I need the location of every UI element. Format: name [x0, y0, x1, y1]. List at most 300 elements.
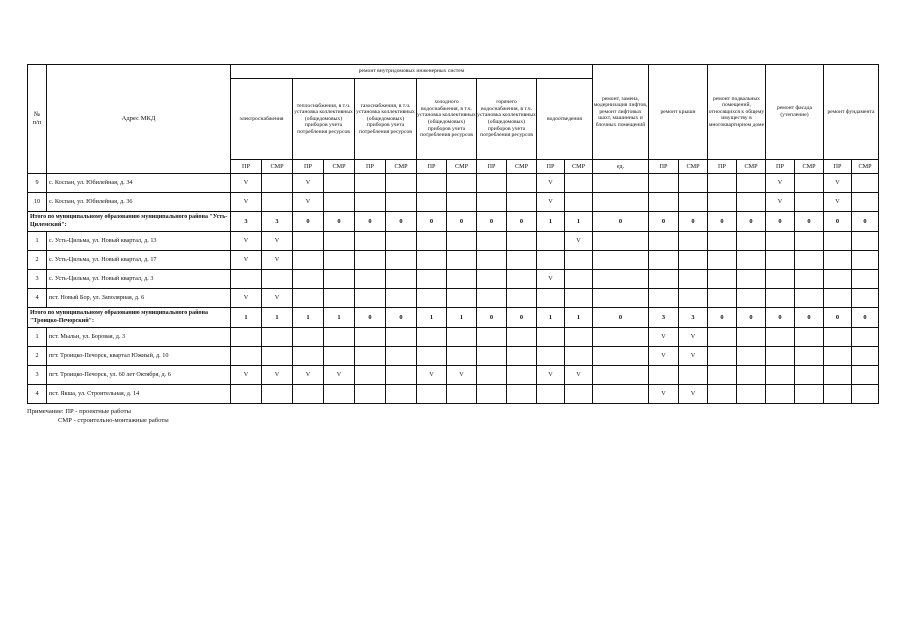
mark-cell: V: [766, 193, 795, 212]
mark-cell: V: [262, 232, 293, 251]
total-cell: 0: [649, 212, 679, 232]
mark-cell: [565, 385, 593, 404]
mark-cell: V: [679, 385, 708, 404]
mark-cell: V: [231, 174, 262, 193]
total-cell: 1: [417, 308, 447, 328]
mark-cell: [679, 174, 708, 193]
mark-cell: [737, 385, 766, 404]
total-cell: 3: [262, 212, 293, 232]
total-cell: 3: [679, 308, 708, 328]
mark-cell: [824, 328, 852, 347]
mark-cell: [852, 328, 879, 347]
mark-cell: V: [262, 366, 293, 385]
mark-cell: V: [262, 251, 293, 270]
total-cell: 1: [537, 308, 565, 328]
total-cell: 0: [386, 212, 417, 232]
mark-cell: [737, 347, 766, 366]
mark-cell: [417, 232, 447, 251]
row-address: пст. Якша, ул. Строительная, д. 14: [47, 385, 231, 404]
mark-cell: [795, 193, 824, 212]
total-cell: 0: [507, 308, 537, 328]
mark-cell: [477, 347, 507, 366]
mark-cell: [386, 366, 417, 385]
subheader-pr-10: ПР: [537, 160, 565, 174]
mark-cell: [795, 270, 824, 289]
mark-cell: [231, 328, 262, 347]
mark-cell: [417, 193, 447, 212]
total-cell: 0: [417, 212, 447, 232]
mark-cell: [766, 385, 795, 404]
mark-cell: V: [824, 193, 852, 212]
row-num: 9: [28, 174, 47, 193]
table-row: [28, 366, 879, 385]
mark-cell: V: [537, 270, 565, 289]
total-cell: 0: [766, 308, 795, 328]
mark-cell: [537, 347, 565, 366]
total-cell: 1: [565, 212, 593, 232]
mark-cell: [324, 232, 355, 251]
total-cell: 1: [565, 308, 593, 328]
mark-cell: [679, 366, 708, 385]
mark-cell: V: [537, 174, 565, 193]
mark-cell: [507, 366, 537, 385]
mark-cell: [565, 347, 593, 366]
total-cell: 3: [231, 212, 262, 232]
mark-cell: [447, 270, 477, 289]
mark-cell: [324, 270, 355, 289]
mark-cell: [386, 193, 417, 212]
mark-cell: [708, 328, 737, 347]
mark-cell: V: [649, 328, 679, 347]
mark-cell: [477, 289, 507, 308]
mark-cell: [649, 251, 679, 270]
mark-cell: [477, 251, 507, 270]
row-num: 4: [28, 289, 47, 308]
mark-cell: [262, 328, 293, 347]
total-cell: 0: [737, 308, 766, 328]
mark-cell: V: [231, 193, 262, 212]
mark-cell: [795, 174, 824, 193]
total-cell: 0: [293, 212, 324, 232]
mark-cell: [293, 328, 324, 347]
mark-cell: [324, 385, 355, 404]
mark-cell: [593, 347, 649, 366]
mark-cell: V: [649, 347, 679, 366]
mark-cell: [766, 366, 795, 385]
mark-cell: [679, 289, 708, 308]
mark-cell: V: [679, 328, 708, 347]
mark-cell: [355, 328, 386, 347]
table-row: [28, 270, 879, 289]
mark-cell: [507, 232, 537, 251]
mark-cell: [293, 289, 324, 308]
subheader-smr-20: СМР: [852, 160, 879, 174]
table-row: [28, 289, 879, 308]
mark-cell: V: [231, 251, 262, 270]
total-cell: 0: [795, 308, 824, 328]
mark-cell: [766, 251, 795, 270]
mark-cell: [355, 193, 386, 212]
mark-cell: [852, 347, 879, 366]
mark-cell: [593, 328, 649, 347]
mark-cell: [852, 232, 879, 251]
table-row: [28, 174, 879, 193]
subheader-smr-1: СМР: [262, 160, 293, 174]
mark-cell: V: [824, 174, 852, 193]
mark-cell: [293, 232, 324, 251]
mark-cell: [262, 174, 293, 193]
mark-cell: [593, 366, 649, 385]
mark-cell: [355, 174, 386, 193]
mark-cell: [386, 270, 417, 289]
mark-cell: [852, 251, 879, 270]
total-cell: 0: [795, 212, 824, 232]
mark-cell: [708, 289, 737, 308]
mark-cell: [386, 232, 417, 251]
mark-cell: [507, 193, 537, 212]
mark-cell: [593, 232, 649, 251]
mark-cell: [447, 289, 477, 308]
mark-cell: [477, 232, 507, 251]
table-row: [28, 193, 879, 212]
subheader-smr-18: СМР: [795, 160, 824, 174]
mark-cell: [447, 174, 477, 193]
footnote-pr: Примечание: ПР - проектные работы: [27, 408, 131, 415]
mark-cell: [737, 174, 766, 193]
mark-cell: [477, 366, 507, 385]
mark-cell: [324, 251, 355, 270]
mark-cell: [737, 232, 766, 251]
row-num: 2: [28, 347, 47, 366]
mark-cell: V: [565, 232, 593, 251]
mark-cell: [355, 289, 386, 308]
mark-cell: [507, 174, 537, 193]
total-cell: 0: [355, 308, 386, 328]
mark-cell: [852, 366, 879, 385]
mark-cell: [537, 289, 565, 308]
total-label: Итого по муниципальному образованию муниципального района "Усть-Цилемский":: [28, 212, 231, 232]
header-roof: ремонт крыши: [649, 65, 708, 160]
mark-cell: [766, 289, 795, 308]
subheader-ed-12: ед.: [593, 160, 649, 174]
mark-cell: [593, 270, 649, 289]
mark-cell: [565, 193, 593, 212]
row-address: пст. Новый Бор, ул. Заполярная, д. 6: [47, 289, 231, 308]
table-row: [28, 232, 879, 251]
row-address: с. Усть-Цильма, ул. Новый квартал, д. 13: [47, 232, 231, 251]
mark-cell: [231, 270, 262, 289]
header-facade: ремонт фасада (утепление): [766, 65, 824, 160]
row-address: пгт. Троицко-Печорск, квартал Южный, д. 10: [47, 347, 231, 366]
mark-cell: [565, 289, 593, 308]
mark-cell: [679, 270, 708, 289]
mark-cell: [477, 193, 507, 212]
mark-cell: [852, 385, 879, 404]
row-address: с. Коспан, ул. Юбилейная, д. 34: [47, 174, 231, 193]
mark-cell: [507, 270, 537, 289]
total-cell: 0: [324, 212, 355, 232]
mark-cell: [565, 251, 593, 270]
mark-cell: [824, 232, 852, 251]
total-cell: 0: [708, 212, 737, 232]
total-cell: 0: [507, 212, 537, 232]
total-cell: 1: [231, 308, 262, 328]
mark-cell: V: [231, 289, 262, 308]
mark-cell: [795, 232, 824, 251]
mark-cell: [262, 385, 293, 404]
total-cell: 0: [737, 212, 766, 232]
total-cell: 0: [766, 212, 795, 232]
mark-cell: [447, 328, 477, 347]
mark-cell: [477, 385, 507, 404]
mark-cell: [231, 385, 262, 404]
row-address: пгт. Троицко-Печорск, ул. 60 лет Октября, д. 6: [47, 366, 231, 385]
total-cell: 3: [649, 308, 679, 328]
total-label: Итого по муниципальному образованию муниципального района "Троицко-Печорский":: [28, 308, 231, 328]
mark-cell: [679, 193, 708, 212]
mark-cell: [355, 232, 386, 251]
mark-cell: [386, 174, 417, 193]
mark-cell: [447, 251, 477, 270]
row-address: пст. Мыльн, ул. Боровая, д. 3: [47, 328, 231, 347]
total-cell: 1: [324, 308, 355, 328]
mark-cell: [708, 366, 737, 385]
mark-cell: [417, 270, 447, 289]
row-num: 1: [28, 328, 47, 347]
mark-cell: [262, 347, 293, 366]
mark-cell: [565, 270, 593, 289]
mark-cell: [766, 270, 795, 289]
mark-cell: [417, 289, 447, 308]
subheader-pr-17: ПР: [766, 160, 795, 174]
mark-cell: V: [293, 366, 324, 385]
mark-cell: [737, 193, 766, 212]
total-cell: 0: [447, 212, 477, 232]
mark-cell: [737, 328, 766, 347]
mark-cell: [649, 366, 679, 385]
mark-cell: [565, 174, 593, 193]
footnote-smr: СМР - строительно-монтажные работы: [58, 417, 169, 424]
mark-cell: [737, 366, 766, 385]
mark-cell: V: [417, 366, 447, 385]
mark-cell: [537, 328, 565, 347]
mark-cell: V: [766, 174, 795, 193]
mark-cell: [355, 347, 386, 366]
subheader-pr-13: ПР: [649, 160, 679, 174]
mark-cell: [537, 251, 565, 270]
mark-cell: [708, 232, 737, 251]
header-heating: теплоснабжения, в т.ч. установка коллективных (общедомовых) приборов учета потребления ресурсов: [293, 79, 355, 160]
mark-cell: [355, 251, 386, 270]
mark-cell: [824, 366, 852, 385]
row-num: 1: [28, 232, 47, 251]
mark-cell: [708, 385, 737, 404]
mark-cell: [293, 347, 324, 366]
row-address: с. Коспан, ул. Юбилейная, д. 36: [47, 193, 231, 212]
mark-cell: V: [447, 366, 477, 385]
mark-cell: [447, 193, 477, 212]
mark-cell: V: [324, 366, 355, 385]
header-hot-water: горячего водоснабжения, в т.ч. установка коллективных (общедомовых) приборов учета потребления ресурсов: [477, 79, 537, 160]
row-num: 3: [28, 366, 47, 385]
subheader-smr-9: СМР: [507, 160, 537, 174]
mark-cell: [649, 270, 679, 289]
mark-cell: [593, 193, 649, 212]
total-cell: 0: [824, 212, 852, 232]
mark-cell: [795, 328, 824, 347]
header-elevators: ремонт, замена, модернизация лифтов, ремонт лифтовых шахт, машинных и блочных помещений: [593, 65, 649, 160]
mark-cell: [708, 174, 737, 193]
mark-cell: [593, 174, 649, 193]
mark-cell: [708, 347, 737, 366]
subheader-pr-19: ПР: [824, 160, 852, 174]
header-foundation: ремонт фундамента: [824, 65, 879, 160]
header-num: № п/п: [28, 65, 47, 174]
total-row: [28, 212, 879, 232]
total-cell: 0: [852, 308, 879, 328]
mark-cell: [852, 289, 879, 308]
subheader-smr-7: СМР: [447, 160, 477, 174]
mark-cell: [477, 328, 507, 347]
mark-cell: [417, 347, 447, 366]
mark-cell: [507, 385, 537, 404]
mark-cell: [795, 347, 824, 366]
mark-cell: [386, 328, 417, 347]
row-num: 2: [28, 251, 47, 270]
mark-cell: [649, 174, 679, 193]
mark-cell: [593, 385, 649, 404]
mark-cell: [649, 232, 679, 251]
mark-cell: [795, 289, 824, 308]
mark-cell: [795, 251, 824, 270]
mark-cell: [824, 347, 852, 366]
mark-cell: [649, 193, 679, 212]
mark-cell: [293, 385, 324, 404]
mark-cell: [507, 347, 537, 366]
mark-cell: [417, 174, 447, 193]
subheader-pr-4: ПР: [355, 160, 386, 174]
mark-cell: [649, 289, 679, 308]
mark-cell: [355, 385, 386, 404]
mark-cell: [355, 270, 386, 289]
mark-cell: [593, 251, 649, 270]
mark-cell: [824, 270, 852, 289]
mark-cell: [795, 366, 824, 385]
table-row: [28, 328, 879, 347]
subheader-smr-3: СМР: [324, 160, 355, 174]
mark-cell: [262, 270, 293, 289]
header-engineering-systems: ремонт внутридомовых инженерных систем: [231, 65, 593, 79]
mark-cell: [766, 232, 795, 251]
mark-cell: [386, 289, 417, 308]
total-cell: 1: [262, 308, 293, 328]
mark-cell: [417, 328, 447, 347]
subheader-smr-14: СМР: [679, 160, 708, 174]
mark-cell: [417, 251, 447, 270]
mark-cell: [447, 347, 477, 366]
mark-cell: [447, 385, 477, 404]
mark-cell: V: [537, 193, 565, 212]
mark-cell: [231, 347, 262, 366]
subheader-smr-11: СМР: [565, 160, 593, 174]
total-cell: 0: [477, 308, 507, 328]
total-row: [28, 308, 879, 328]
mark-cell: V: [679, 347, 708, 366]
mark-cell: [852, 270, 879, 289]
total-cell: 0: [852, 212, 879, 232]
mark-cell: V: [649, 385, 679, 404]
mark-cell: [507, 328, 537, 347]
row-address: с. Усть-Цильма, ул. Новый квартал, д. 17: [47, 251, 231, 270]
subheader-pr-6: ПР: [417, 160, 447, 174]
total-cell: 1: [537, 212, 565, 232]
mark-cell: [507, 289, 537, 308]
mark-cell: [477, 174, 507, 193]
header-gas: газоснабжения, в т.ч. установка коллективных (общедомовых) приборов учета потребления ресурсов: [355, 79, 417, 160]
total-cell: 1: [447, 308, 477, 328]
mark-cell: [824, 251, 852, 270]
header-sewerage: водоотведения: [537, 79, 593, 160]
footnote: [27, 407, 169, 425]
mark-cell: V: [565, 366, 593, 385]
subheader-pr-15: ПР: [708, 160, 737, 174]
table-row: [28, 347, 879, 366]
mark-cell: [386, 385, 417, 404]
mark-cell: V: [537, 366, 565, 385]
mark-cell: [708, 251, 737, 270]
total-cell: 0: [708, 308, 737, 328]
mark-cell: [324, 347, 355, 366]
row-num: 4: [28, 385, 47, 404]
mark-cell: V: [293, 193, 324, 212]
mark-cell: [293, 270, 324, 289]
mark-cell: [355, 366, 386, 385]
mark-cell: V: [231, 366, 262, 385]
mark-cell: [507, 251, 537, 270]
mark-cell: [447, 232, 477, 251]
capital-repair-table: [27, 64, 879, 404]
mark-cell: [537, 385, 565, 404]
mark-cell: [824, 289, 852, 308]
mark-cell: [824, 385, 852, 404]
mark-cell: [737, 289, 766, 308]
subheader-pr-8: ПР: [477, 160, 507, 174]
mark-cell: [708, 270, 737, 289]
row-num: 10: [28, 193, 47, 212]
mark-cell: [679, 251, 708, 270]
row-num: 3: [28, 270, 47, 289]
total-cell: 0: [477, 212, 507, 232]
header-basement: ремонт подвальных помещений, относящихся к общему имуществу в многоквартирном доме: [708, 65, 766, 160]
mark-cell: [737, 251, 766, 270]
subheader-pr-0: ПР: [231, 160, 262, 174]
mark-cell: [324, 289, 355, 308]
mark-cell: V: [293, 174, 324, 193]
total-cell: 0: [386, 308, 417, 328]
mark-cell: [324, 174, 355, 193]
mark-cell: [417, 385, 447, 404]
mark-cell: [852, 174, 879, 193]
mark-cell: V: [262, 289, 293, 308]
header-cold-water: холодного водоснабжения, в т.ч. установка коллективных (общедомовых) приборов учета потребления ресурсов: [417, 79, 477, 160]
subheader-smr-16: СМР: [737, 160, 766, 174]
mark-cell: [324, 193, 355, 212]
mark-cell: [386, 347, 417, 366]
header-address: Адрес МКД: [47, 65, 231, 174]
mark-cell: [477, 270, 507, 289]
mark-cell: [565, 328, 593, 347]
mark-cell: [795, 385, 824, 404]
